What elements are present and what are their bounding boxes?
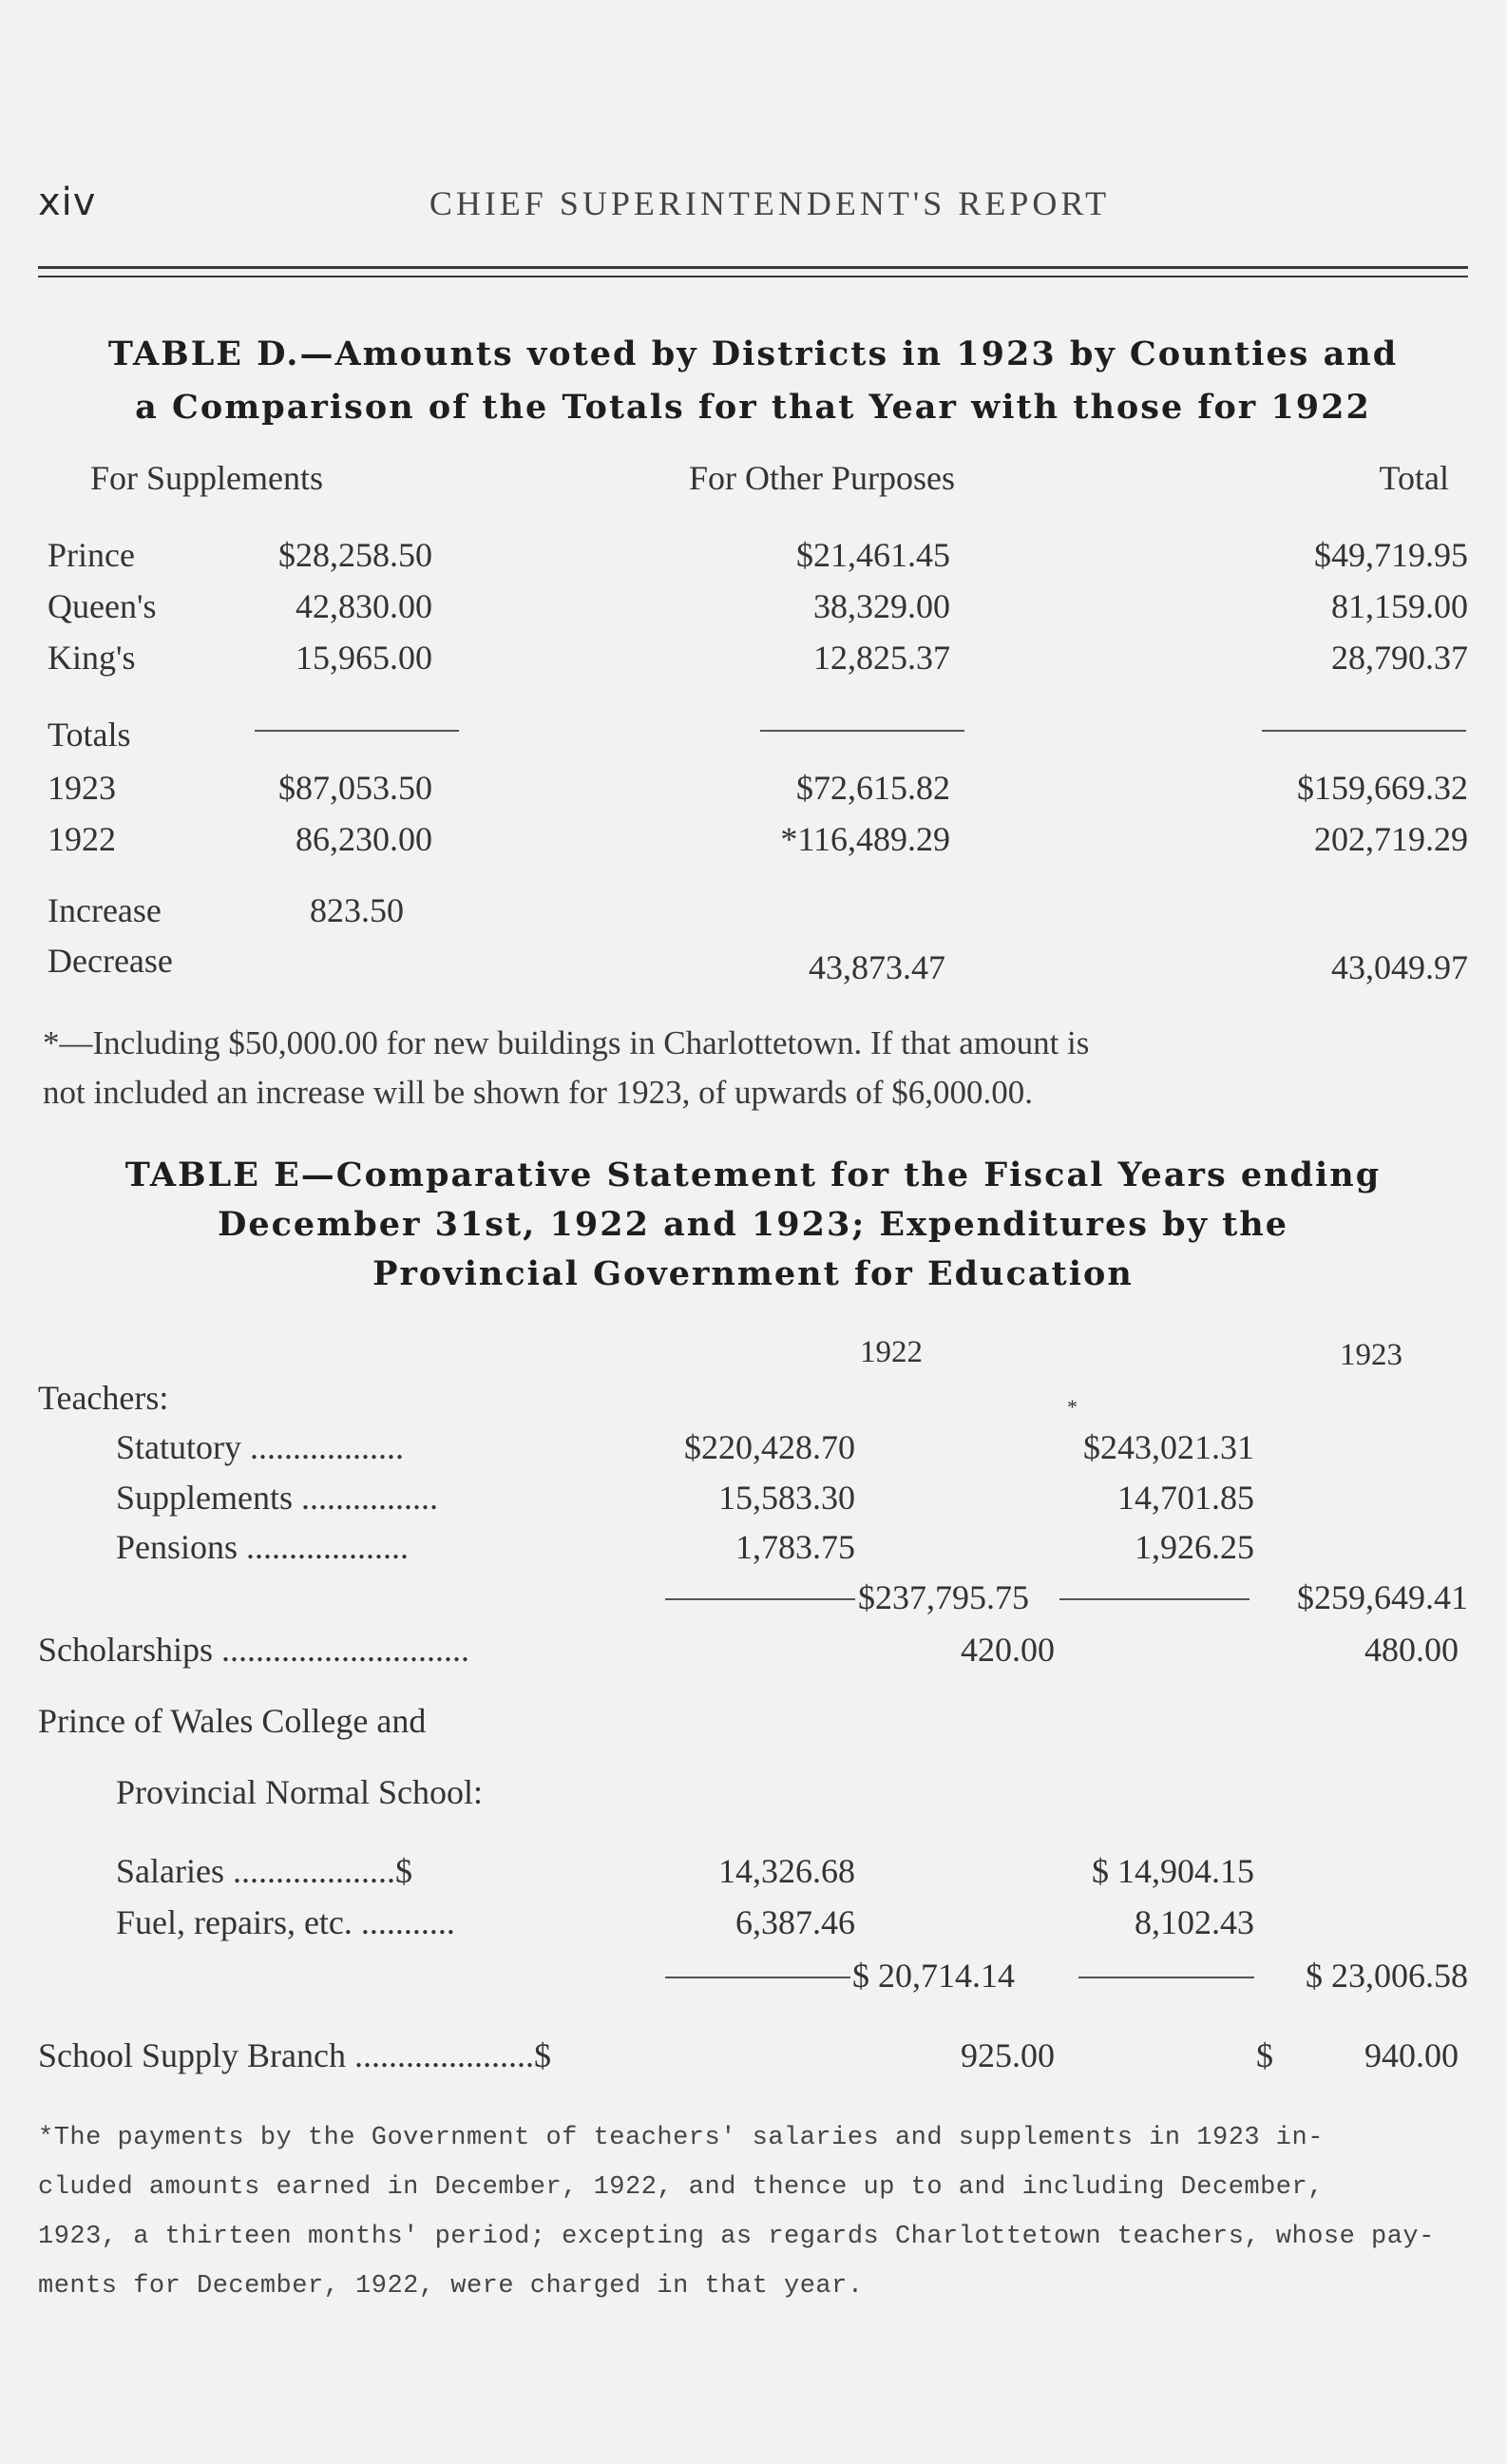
col-header-total: Total [1379,459,1449,497]
col-header-other: For Other Purposes [689,459,955,497]
statutory-label: Statutory .................. [116,1428,404,1466]
totals-year-1922: 1922 [48,820,116,858]
totals-1922-total: 202,719.29 [1314,820,1468,858]
teachers-total-1922: $237,795.75 [858,1578,1029,1616]
pwc-total-1922: $ 20,714.14 [852,1957,1015,1995]
supply-1923-dollar: $ [1256,2036,1273,2074]
totals-rule-other [760,730,964,732]
running-title: CHIEF SUPERINTENDENT'S REPORT [429,184,1111,222]
totals-year-1923: 1923 [48,769,116,807]
fuel-1922: 6,387.46 [735,1903,855,1941]
table-e-title-line2: December 31st, 1922 and 1923; Expenditures by the [217,1205,1289,1244]
scholarships-1922: 420.00 [961,1631,1055,1669]
supply-1922: 925.00 [961,2036,1055,2074]
pensions-label: Pensions ................... [116,1528,410,1566]
decrease-label: Decrease [48,942,173,980]
decrease-total: 43,049.97 [1331,948,1468,986]
row-kings-supp: 15,965.00 [296,639,432,677]
year-header-1923: 1923 [1340,1338,1402,1372]
salaries-1922: 14,326.68 [718,1852,855,1890]
row-label-prince: Prince [48,536,135,574]
pensions-1922: 1,783.75 [735,1528,855,1566]
footnote-line4: ments for December, 1922, were charged in that year. [38,2272,864,2301]
row-queens-other: 38,329.00 [813,587,950,625]
row-prince-total: $49,719.95 [1314,536,1468,574]
fuel-1923: 8,102.43 [1135,1903,1254,1941]
pensions-1923: 1,926.25 [1135,1528,1254,1566]
footnote-line2: cluded amounts earned in December, 1922, and thence up to and including December, [38,2173,1324,2202]
decrease-other: 43,873.47 [809,948,945,986]
year-header-1922: 1922 [860,1335,923,1369]
totals-rule-supp [255,730,459,732]
footnote-line3: 1923, a thirteen months' period; excepting as regards Charlottetown teachers, whose pay- [38,2223,1435,2251]
salaries-label: Salaries ...................$ [116,1852,412,1890]
fuel-label: Fuel, repairs, etc. ........... [116,1903,455,1941]
row-label-kings: King's [48,639,136,677]
salaries-1923: $ 14,904.15 [1092,1852,1254,1890]
totals-1922-supp: 86,230.00 [296,820,432,858]
totals-1923-supp: $87,053.50 [278,769,432,807]
supply-label: School Supply Branch .....................$ [38,2036,551,2074]
totals-1922-other: *116,489.29 [780,820,950,858]
statutory-1923: $243,021.31 [1083,1428,1254,1466]
increase-label: Increase [48,891,162,929]
table-d-title-line2: a Comparison of the Totals for that Year with those for 1922 [135,388,1371,427]
row-prince-supp: $28,258.50 [278,536,432,574]
row-prince-other: $21,461.45 [796,536,950,574]
pwc-label-line1: Prince of Wales College and [38,1702,427,1740]
supply-1923: 940.00 [1364,2036,1459,2074]
supplements-1923: 14,701.85 [1117,1479,1254,1517]
supplements-1922: 15,583.30 [718,1479,855,1517]
teachers-asterisk: * [1067,1395,1078,1419]
row-kings-total: 28,790.37 [1331,639,1468,677]
totals-1923-total: $159,669.32 [1297,769,1468,807]
table-e-title-line1: TABLE E—Comparative Statement for the Fiscal Years ending [124,1156,1382,1194]
table-e-title-line3: Provincial Government for Education [372,1254,1134,1293]
row-queens-total: 81,159.00 [1331,587,1468,625]
supplements-label: Supplements ................ [116,1479,438,1517]
increase-supp: 823.50 [310,891,404,929]
totals-1923-other: $72,615.82 [796,769,950,807]
row-queens-supp: 42,830.00 [296,587,432,625]
table-d-title-line1: TABLE D.—Amounts voted by Districts in 1923 by Counties and [107,334,1399,373]
table-d-note-line1: *—Including $50,000.00 for new buildings in Charlottetown. If that amount is [43,1024,1090,1061]
pwc-rule-1922 [665,1977,850,1978]
col-header-supplements: For Supplements [90,459,324,497]
footnote-line1: *The payments by the Government of teachers' salaries and supplements in 1923 in- [38,2124,1324,2152]
teachers-rule-1922 [665,1598,855,1600]
teachers-label: Teachers: [38,1379,169,1417]
page-number: xiv [38,181,97,224]
teachers-total-1923: $259,649.41 [1297,1578,1468,1616]
header-rule-bottom [38,276,1468,277]
statutory-1922: $220,428.70 [684,1428,855,1466]
scholarships-label: Scholarships ............................. [38,1631,469,1669]
pwc-label-line2: Provincial Normal School: [116,1773,483,1811]
table-d-note-line2: not included an increase will be shown for 1923, of upwards of $6,000.00. [43,1074,1034,1111]
row-label-queens: Queen's [48,587,157,625]
teachers-rule-1923 [1059,1598,1249,1600]
pwc-rule-1923 [1078,1977,1254,1978]
totals-rule-total [1262,730,1466,732]
totals-label: Totals [48,716,131,754]
pwc-total-1923: $ 23,006.58 [1306,1957,1468,1995]
header-rule-top [38,266,1468,269]
scholarships-1923: 480.00 [1364,1631,1459,1669]
row-kings-other: 12,825.37 [813,639,950,677]
